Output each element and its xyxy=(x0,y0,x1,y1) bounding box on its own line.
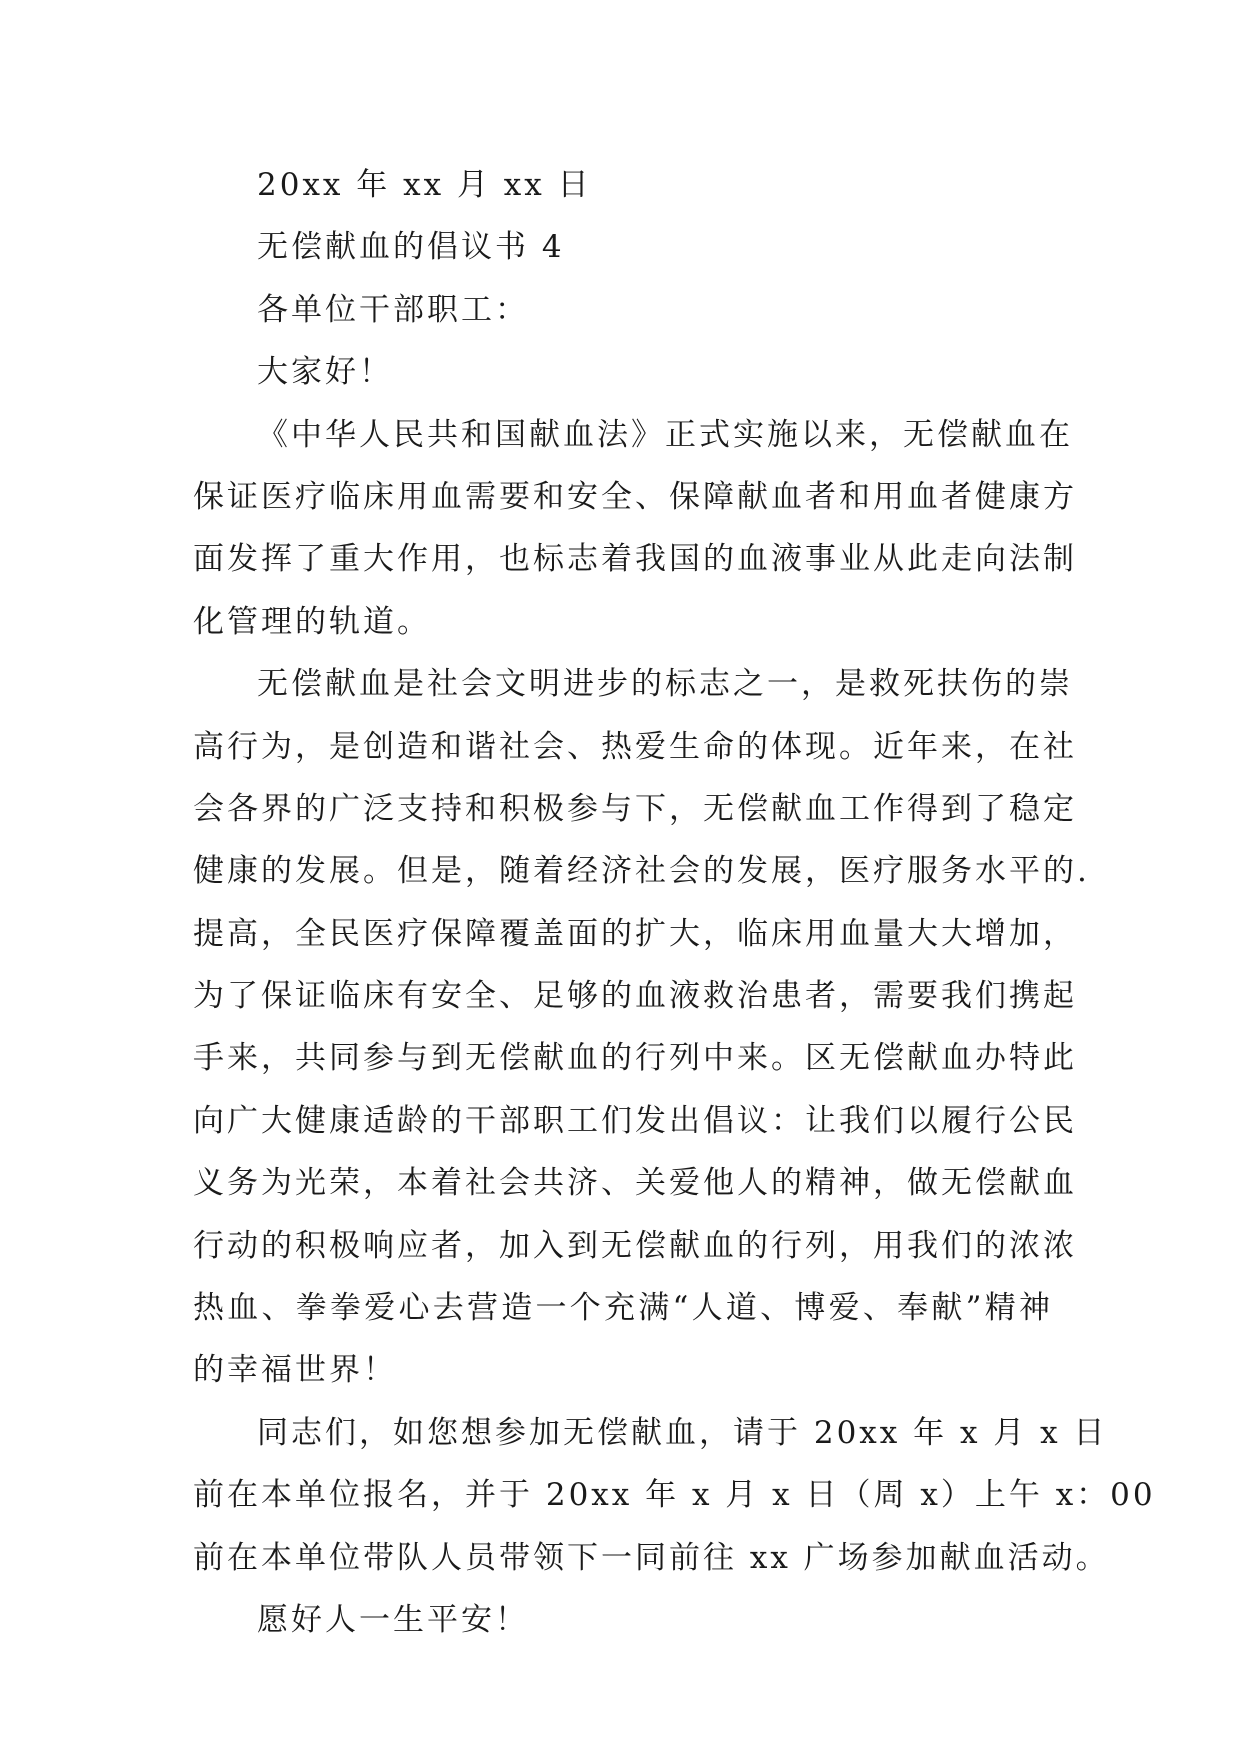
paragraph-2-line: 会各界的广泛支持和积极参与下，无偿献血工作得到了稳定 xyxy=(193,790,1077,827)
date-line: 20xx 年 xx 月 xx 日 xyxy=(257,167,592,203)
document-body xyxy=(193,154,1156,1651)
paragraph-1-line: 保证医疗临床用血需要和安全、保障献血者和用血者健康方 xyxy=(193,478,1077,515)
paragraph-2-line: 义务为光荣，本着社会共济、关爱他人的精神，做无偿献血 xyxy=(193,1165,1077,1202)
paragraph-2-line: 行动的积极响应者，加入到无偿献血的行列，用我们的浓浓 xyxy=(193,1227,1077,1264)
closing-wish: 愿好人一生平安！ xyxy=(257,1601,529,1638)
salutation: 各单位干部职工： xyxy=(257,291,529,328)
paragraph-2-line: 向广大健康适龄的干部职工们发出倡议：让我们以履行公民 xyxy=(193,1102,1077,1139)
paragraph-2-line: 热血、拳拳爱心去营造一个充满“人道、博爱、奉献”精神 xyxy=(193,1290,1053,1327)
paragraph-2-line: 无偿献血是社会文明进步的标志之一，是救死扶伤的崇 xyxy=(257,666,1073,703)
paragraph-1-line: 《中华人民共和国献血法》正式实施以来，无偿献血在 xyxy=(257,416,1073,453)
paragraph-3-line: 前在本单位报名，并于 20xx 年 x 月 x 日（周 x）上午 x：00 xyxy=(193,1477,1156,1514)
paragraph-1-line: 化管理的轨道。 xyxy=(193,603,431,640)
paragraph-2-line: 健康的发展。但是，随着经济社会的发展，医疗服务水平的. xyxy=(193,853,1090,890)
paragraph-2-line: 的幸福世界！ xyxy=(193,1352,397,1389)
paragraph-2-line: 为了保证临床有安全、足够的血液救治患者，需要我们携起 xyxy=(193,978,1077,1015)
document-title: 无偿献血的倡议书 4 xyxy=(257,229,565,266)
paragraph-3-line: 同志们，如您想参加无偿献血，请于 20xx 年 x 月 x 日 xyxy=(257,1414,1108,1451)
paragraph-2-line: 高行为，是创造和谐社会、热爱生命的体现。近年来，在社 xyxy=(193,728,1077,765)
paragraph-1-line: 面发挥了重大作用，也标志着我国的血液事业从此走向法制 xyxy=(193,541,1077,578)
paragraph-3-line: 前在本单位带队人员带领下一同前往 xx 广场参加献血活动。 xyxy=(193,1539,1110,1576)
paragraph-2-line: 提高，全民医疗保障覆盖面的扩大，临床用血量大大增加， xyxy=(193,915,1077,952)
paragraph-2-line: 手来，共同参与到无偿献血的行列中来。区无偿献血办特此 xyxy=(193,1040,1077,1077)
greeting: 大家好！ xyxy=(257,354,393,391)
